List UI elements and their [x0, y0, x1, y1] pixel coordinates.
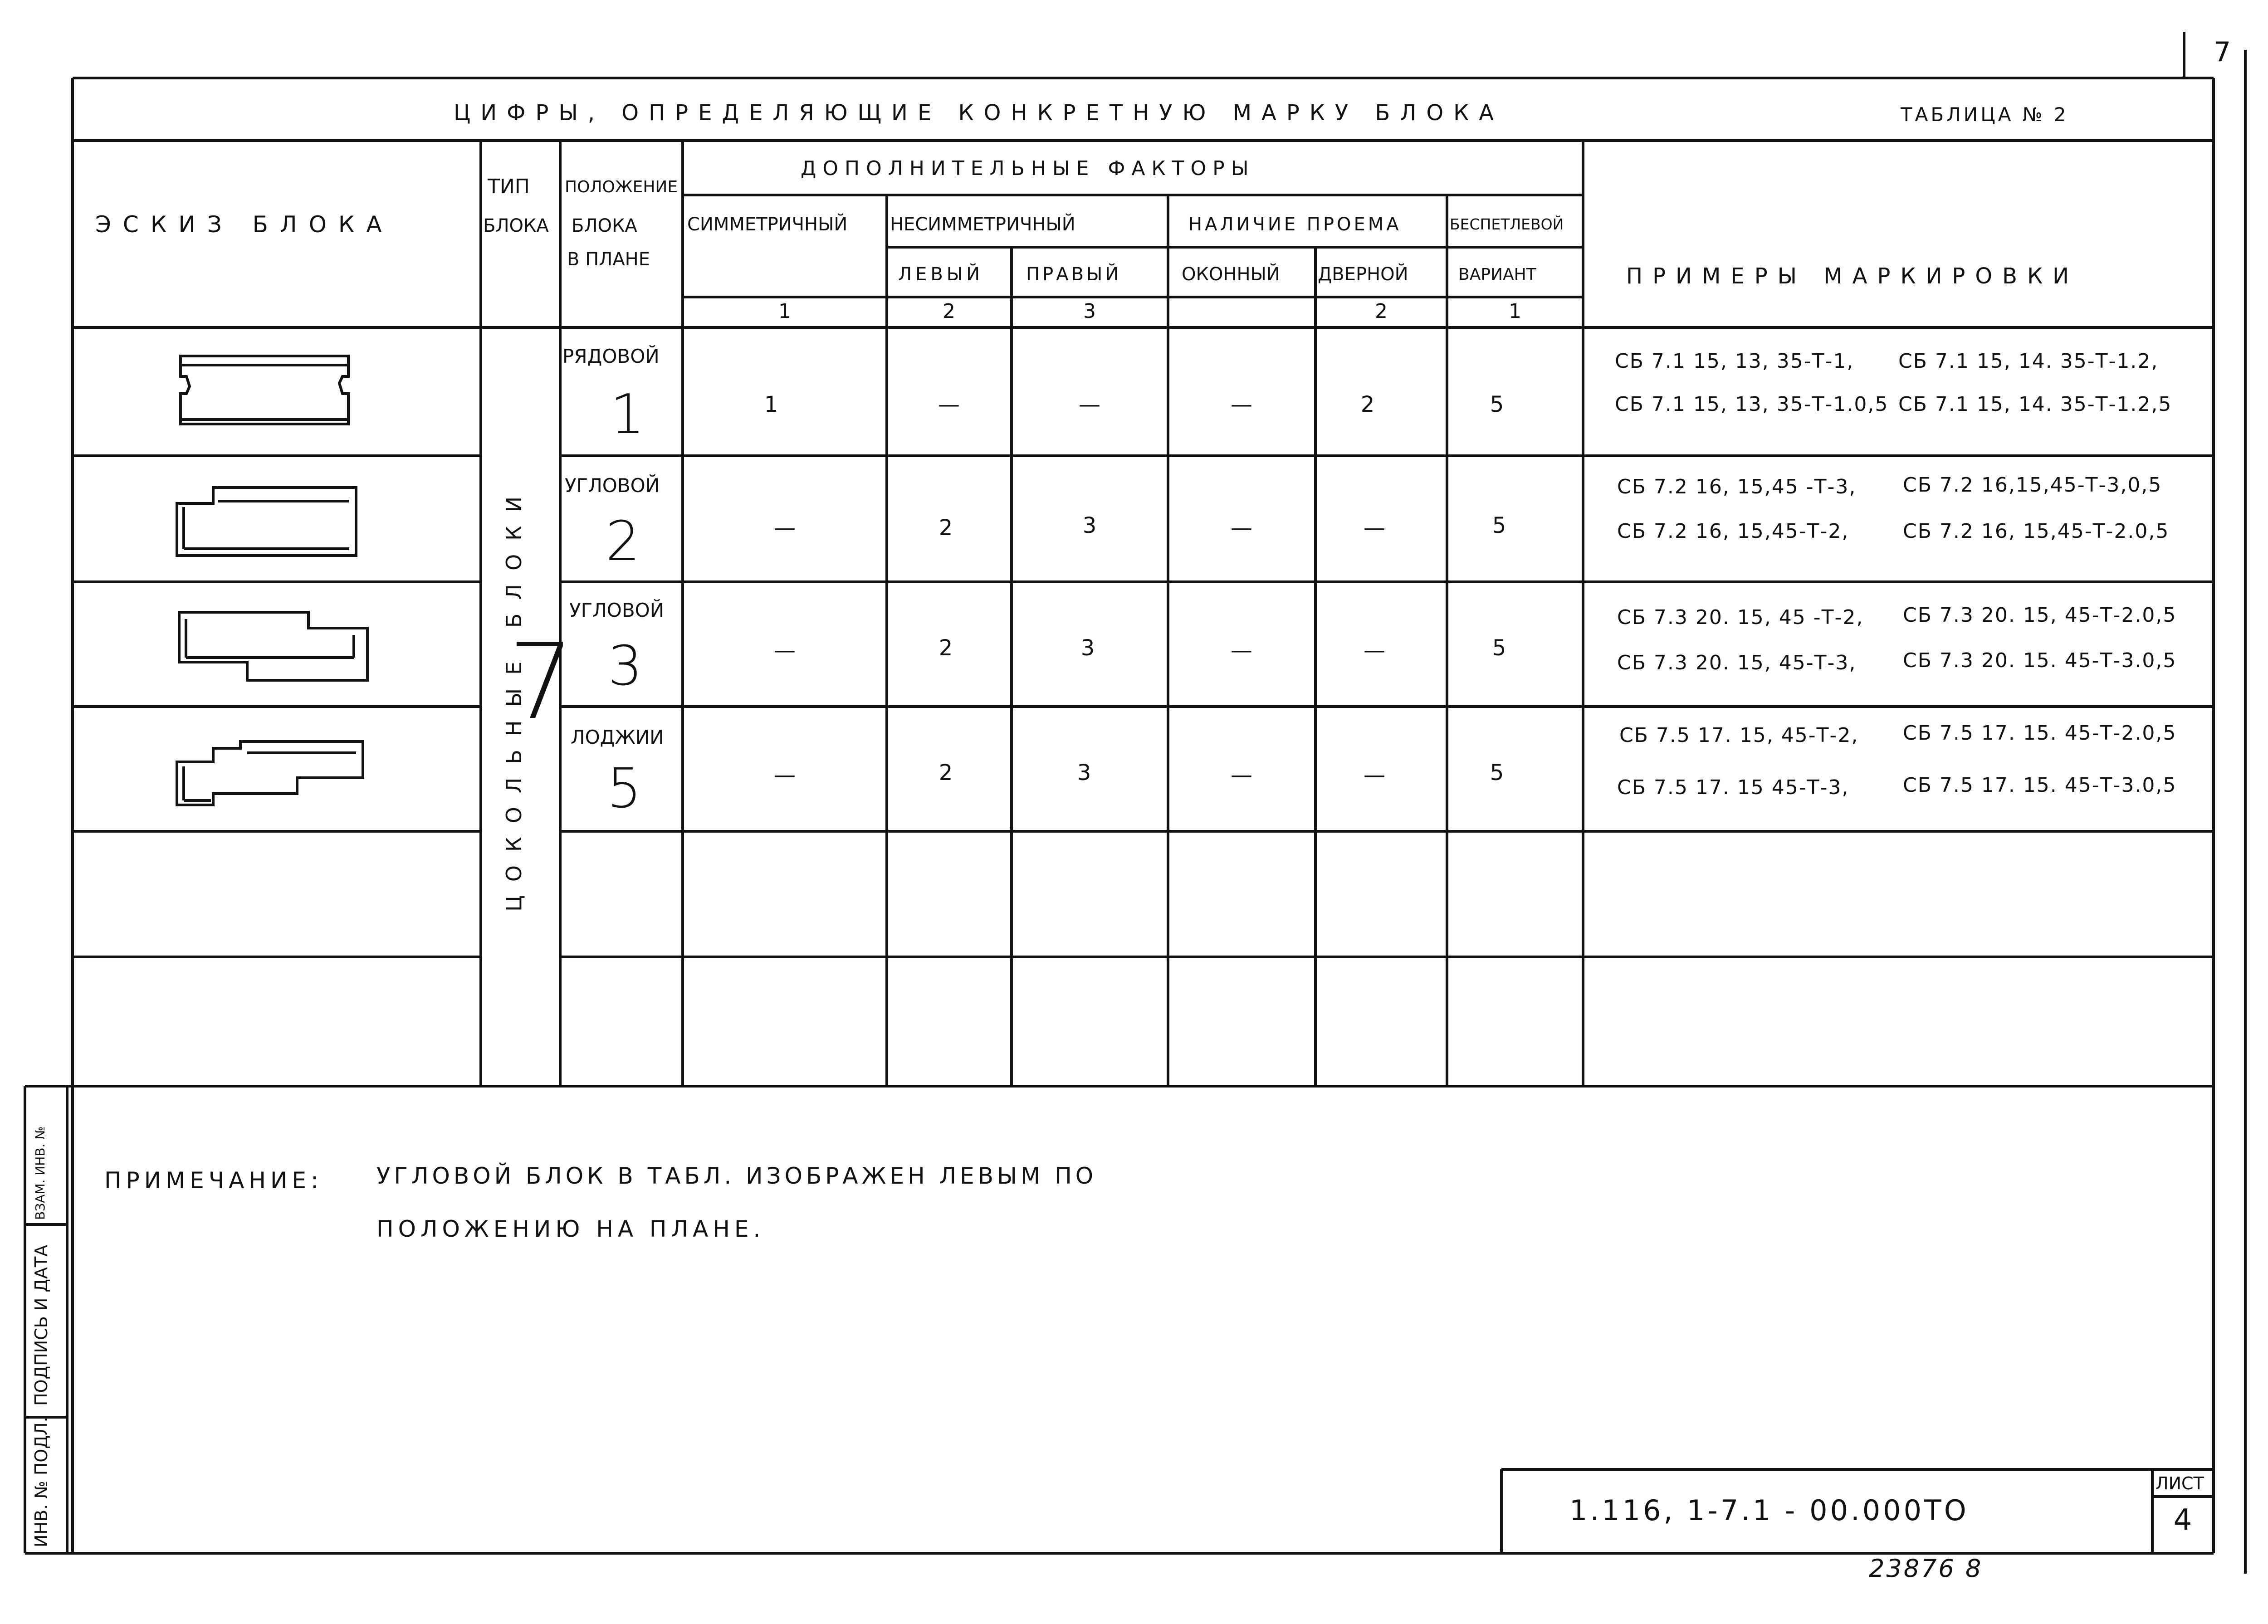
row3-example-1: СБ 7.3 20. 15, 45 -Т-2,: [1617, 606, 1864, 629]
row2-digit: 2: [606, 510, 640, 573]
header-position-1: ПОЛОЖЕНИЕ: [565, 178, 678, 196]
row1-example-1: СБ 7.1 15, 13, 35-Т-1,: [1615, 350, 1854, 373]
row1-position: РЯДОВОЙ: [562, 345, 660, 367]
factor-code-left: 2: [943, 300, 955, 323]
row4-example-4: СБ 7.5 17. 15. 45-Т-3.0,5: [1903, 774, 2177, 797]
header-symmetric: СИММЕТРИЧНЫЙ: [687, 214, 848, 235]
row3-right: 3: [1080, 635, 1095, 661]
factor-code-door: 2: [1375, 300, 1388, 323]
header-position-2: БЛОКА: [572, 215, 637, 236]
row4-loopless: 5: [1490, 760, 1504, 785]
row4-position: ЛОДЖИИ: [571, 726, 664, 748]
row2-position: УГЛОВОЙ: [565, 474, 660, 497]
header-opening: НАЛИЧИЕ ПРОЕМА: [1188, 214, 1402, 235]
row1-symmetric: 1: [764, 392, 778, 417]
row2-left: 2: [938, 515, 953, 541]
header-sketch: ЭСКИЗ БЛОКА: [95, 211, 394, 238]
side-inv-orig: ИНВ. № ПОДЛ.: [31, 1417, 51, 1547]
header-type-2: БЛОКА: [483, 215, 549, 236]
row1-right: —: [1079, 392, 1100, 417]
row3-example-3: СБ 7.3 20. 15, 45-Т-3,: [1617, 651, 1857, 674]
row1-example-4: СБ 7.1 15, 14. 35-Т-1.2,5: [1898, 393, 2172, 416]
header-right: ПРАВЫЙ: [1026, 264, 1122, 285]
header-door: ДВЕРНОЙ: [1318, 264, 1408, 285]
row3-example-4: СБ 7.3 20. 15. 45-Т-3.0,5: [1903, 649, 2177, 672]
note-line-2: ПОЛОЖЕНИЮ НА ПЛАНЕ.: [376, 1216, 765, 1242]
row4-symmetric: —: [774, 762, 796, 788]
side-replaces-inv: ВЗАМ. ИНВ. №: [33, 1126, 48, 1220]
side-signature-date: ПОДПИСЬ И ДАТА: [31, 1244, 51, 1406]
row1-example-3: СБ 7.1 15, 13, 35-Т-1.0,5: [1615, 393, 1889, 416]
factor-code-loopless: 1: [1509, 300, 1521, 323]
row4-example-3: СБ 7.5 17. 15 45-Т-3,: [1617, 776, 1849, 799]
row2-example-2: СБ 7.2 16,15,45-Т-3,0,5: [1903, 473, 2162, 497]
factor-code-symmetric: 1: [778, 300, 791, 323]
table-title: ЦИФРЫ, ОПРЕДЕЛЯЮЩИЕ КОНКРЕТНУЮ МАРКУ БЛОКА: [454, 100, 1504, 126]
stamp-sheet-number: 4: [2173, 1503, 2192, 1537]
header-loopless-1: БЕСПЕТЛЕВОЙ: [1450, 215, 1564, 233]
row4-left: 2: [938, 760, 953, 785]
header-loopless-2: ВАРИАНТ: [1458, 265, 1536, 284]
header-left: ЛЕВЫЙ: [898, 264, 984, 285]
archive-number: 23876 8: [1869, 1554, 1983, 1583]
row2-example-4: СБ 7.2 16, 15,45-Т-2.0,5: [1903, 520, 2170, 543]
row3-door: —: [1364, 638, 1385, 663]
row1-loopless: 5: [1490, 392, 1504, 417]
row1-door: 2: [1360, 392, 1375, 417]
row1-digit: 1: [610, 383, 645, 446]
row3-window: —: [1231, 638, 1252, 663]
row2-loopless: 5: [1492, 513, 1506, 538]
row4-digit: 5: [607, 757, 642, 820]
row3-example-2: СБ 7.3 20. 15, 45-Т-2.0,5: [1903, 604, 2177, 627]
header-examples: ПРИМЕРЫ МАРКИРОВКИ: [1626, 263, 2079, 289]
row1-example-2: СБ 7.1 15, 14. 35-Т-1.2,: [1898, 350, 2159, 373]
row3-position: УГЛОВОЙ: [569, 599, 665, 621]
sketch-row-block: [181, 356, 348, 424]
row3-symmetric: —: [774, 638, 796, 663]
row4-window: —: [1231, 762, 1252, 788]
row2-right: 3: [1082, 513, 1097, 538]
note-line-1: УГЛОВОЙ БЛОК В ТАБЛ. ИЗОБРАЖЕН ЛЕВЫМ ПО: [376, 1163, 1097, 1189]
row4-door: —: [1364, 762, 1385, 788]
row3-left: 2: [938, 635, 953, 661]
row2-example-3: СБ 7.2 16, 15,45-Т-2,: [1617, 520, 1849, 543]
row1-window: —: [1231, 392, 1252, 417]
note-label: ПРИМЕЧАНИЕ:: [104, 1167, 323, 1194]
header-type-1: ТИП: [488, 175, 530, 198]
row3-digit: 3: [608, 635, 643, 698]
table-label: ТАБЛИЦА № 2: [1901, 103, 2069, 126]
row3-loopless: 5: [1492, 635, 1506, 661]
block-type-label: ЦОКОЛЬНЫЕ БЛОКИ: [502, 483, 526, 912]
row2-symmetric: —: [774, 515, 796, 541]
block-type-digit: 7: [508, 622, 575, 743]
row2-window: —: [1231, 515, 1252, 541]
row2-door: —: [1364, 515, 1385, 541]
row4-example-1: СБ 7.5 17. 15, 45-Т-2,: [1619, 724, 1859, 747]
row1-left: —: [938, 392, 960, 417]
header-asymmetric: НЕСИММЕТРИЧНЫЙ: [890, 214, 1075, 235]
row4-right: 3: [1077, 760, 1091, 785]
row2-example-1: СБ 7.2 16, 15,45 -Т-3,: [1617, 475, 1857, 498]
header-window: ОКОННЫЙ: [1182, 264, 1280, 285]
header-additional-factors: ДОПОЛНИТЕЛЬНЫЕ ФАКТОРЫ: [801, 157, 1255, 180]
row4-example-2: СБ 7.5 17. 15. 45-Т-2.0,5: [1903, 722, 2177, 745]
factor-code-right: 3: [1083, 300, 1096, 323]
header-position-3: В ПЛАНЕ: [567, 249, 650, 270]
stamp-sheet-label: ЛИСТ: [2156, 1473, 2204, 1493]
stamp-code: 1.116, 1-7.1 - 00.000ТО: [1569, 1494, 1969, 1527]
sheet-corner-number: 7: [2214, 36, 2231, 68]
